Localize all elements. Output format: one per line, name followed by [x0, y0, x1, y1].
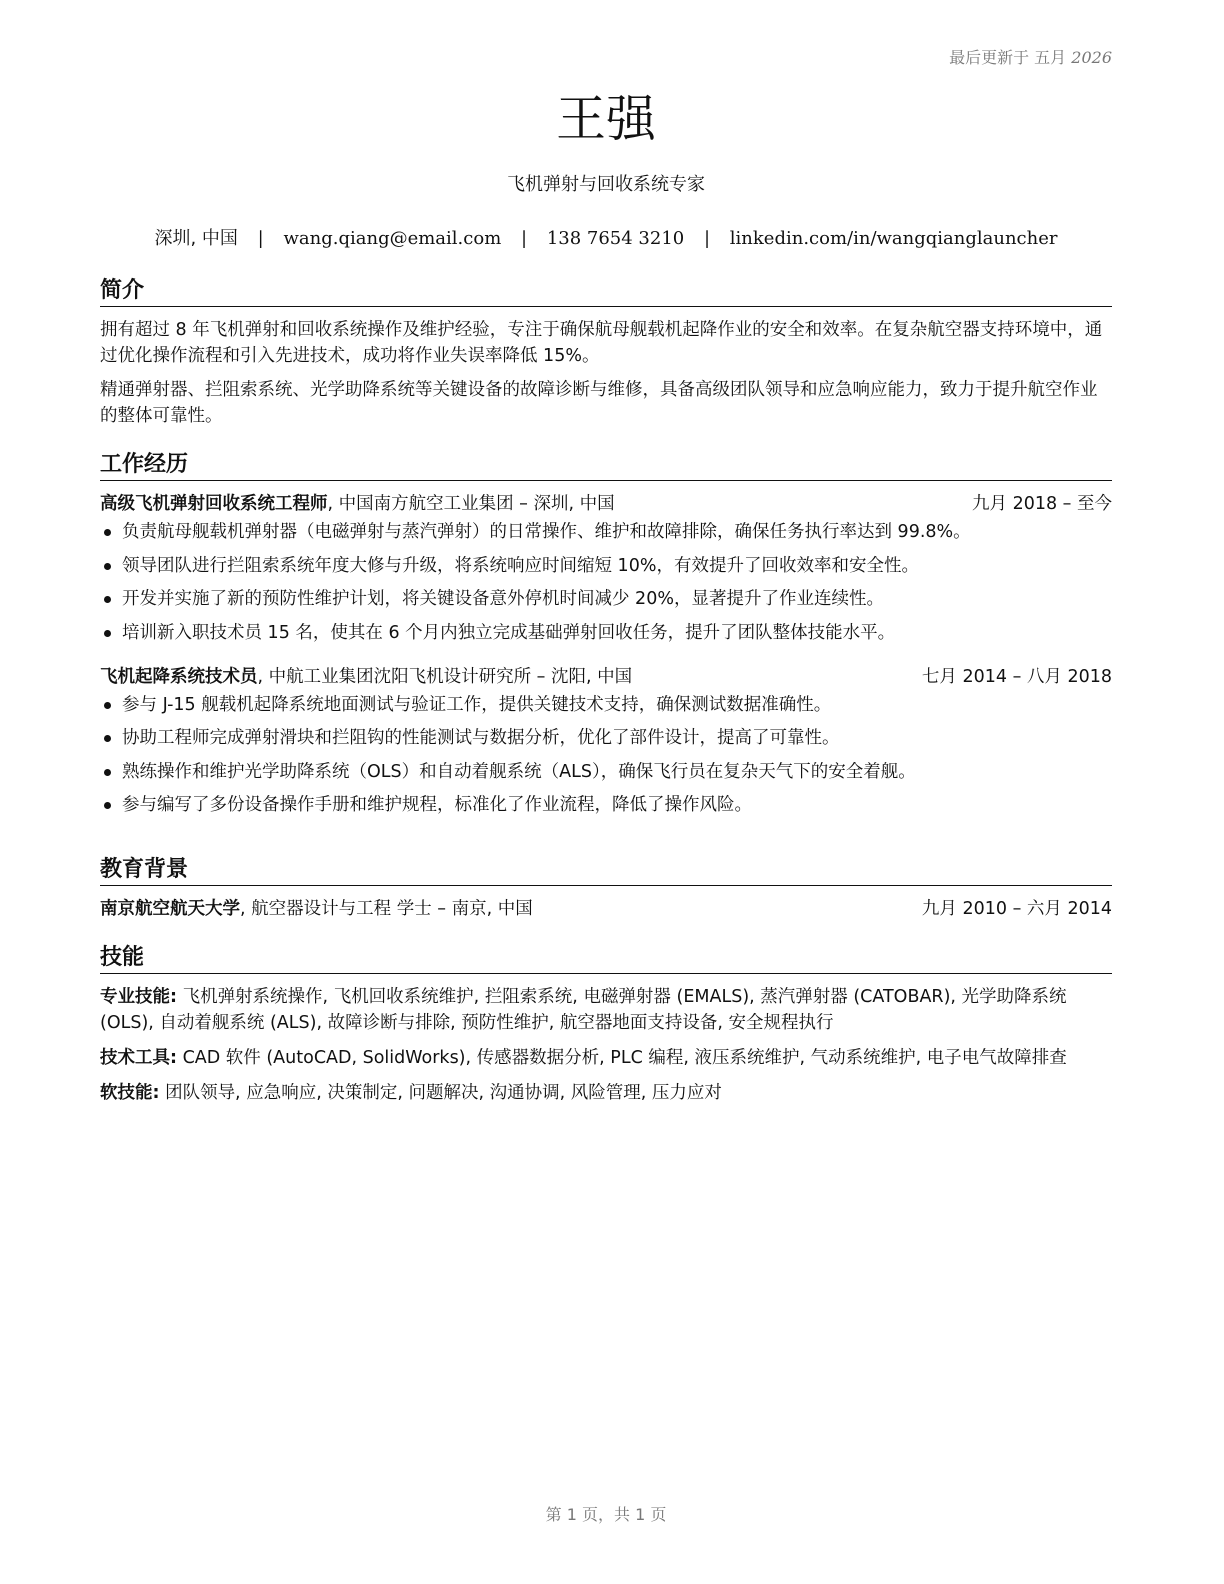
job-header: [100, 491, 1112, 517]
skills-title: 技能: [100, 945, 1112, 974]
skill-text: CAD 软件 (AutoCAD, SolidWorks), 传感器数据分析, PLC 编程, 液压系统维护, 气动系统维护, 电子电气故障排查: [177, 1048, 1067, 1068]
job-position: 高级飞机弹射回收系统工程师: [100, 494, 328, 514]
job-entry: [100, 664, 1112, 819]
contact-separator: |: [257, 228, 264, 249]
last-updated: [949, 45, 1112, 68]
job-bullet: 领导团队进行拦阻索系统年度大修与升级，将系统响应时间缩短 10%，有效提升了回收效率和安全性。: [100, 553, 1112, 579]
experience-title: 工作经历: [100, 452, 1112, 481]
skill-text: 飞机弹射系统操作, 飞机回收系统维护, 拦阻索系统, 电磁弹射器 (EMALS), 蒸汽弹射器 (CATOBAR), 光学助降系统 (OLS), 自动着舰系统 (ALS), 故障诊断与排除, 预防性维护, 航空器地面支持设备, 安全规程执行: [100, 987, 1067, 1033]
education-entry: [100, 896, 1112, 922]
skills-section: [100, 945, 1112, 1115]
job-bullet: 熟练操作和维护光学助降系统（OLS）和自动着舰系统（ALS），确保飞行员在复杂天气下的安全着舰。: [100, 759, 1112, 785]
job-dates: 七月 2014 – 八月 2018: [921, 666, 1112, 687]
summary-paragraph: 精通弹射器、拦阻索系统、光学助降系统等关键设备的故障诊断与维修，具备高级团队领导和应急响应能力，致力于提升航空作业的整体可靠性。: [100, 380, 1098, 426]
job-dates: 九月 2018 – 至今: [972, 494, 1112, 514]
education-title: 教育背景: [100, 857, 1112, 886]
job-organization: , 中航工业集团沈阳飞机设计研究所 – 沈阳, 中国: [257, 666, 633, 687]
education-section: [100, 857, 1112, 922]
contact-linkedin[interactable]: linkedin.com/in/wangqianglauncher: [729, 228, 1058, 249]
resume-page: [100, 0, 1112, 1584]
skill-line-professional: [100, 984, 1112, 1036]
job-bullet: 协助工程师完成弹射滑块和拦阻钩的性能测试与数据分析，优化了部件设计，提高了可靠性。: [100, 725, 1112, 751]
education-detail: , 航空器设计与工程 学士 – 南京, 中国: [240, 899, 533, 919]
job-title-line: [100, 664, 632, 690]
job-entry: [100, 491, 1112, 646]
skill-text: 团队领导, 应急响应, 决策制定, 问题解决, 沟通协调, 风险管理, 压力应对: [159, 1083, 722, 1103]
page-footer: 第 1 页，共 1 页: [545, 1505, 667, 1524]
job-bullet: 参与 J-15 舰载机起降系统地面测试与验证工作，提供关键技术支持，确保测试数据准确性。: [100, 692, 1112, 718]
skill-label: 专业技能:: [100, 987, 177, 1007]
skill-line-soft: [100, 1080, 1112, 1106]
contact-separator: |: [703, 228, 711, 249]
job-bullet: 培训新入职技术员 15 名，使其在 6 个月内独立完成基础弹射回收任务，提升了团队整体技能水平。: [100, 620, 1112, 646]
education-school: 南京航空航天大学: [100, 899, 240, 919]
experience-section: [100, 452, 1112, 826]
contact-separator: |: [521, 228, 528, 249]
candidate-role: 飞机弹射与回收系统专家: [507, 174, 705, 195]
contact-email[interactable]: wang.qiang@email.com: [283, 228, 502, 249]
summary-paragraph: 拥有超过 8 年飞机弹射和回收系统操作及维护经验，专注于确保航母舰载机起降作业的安全和效率。在复杂航空器支持环境中，通过优化操作流程和引入先进技术，成功将作业失误率降低 15%。: [100, 320, 1103, 366]
job-header: [100, 664, 1112, 690]
candidate-name: 王强: [556, 90, 656, 148]
skill-line-tools: [100, 1045, 1112, 1071]
job-bullet: 参与编写了多份设备操作手册和维护规程，标准化了作业流程，降低了操作风险。: [100, 792, 1112, 818]
contact-phone: 138 7654 3210: [546, 228, 685, 249]
contact-location: 深圳, 中国: [154, 228, 238, 249]
skill-label: 技术工具:: [100, 1048, 177, 1068]
job-position: 飞机起降系统技术员: [100, 666, 258, 687]
job-title-line: [100, 491, 615, 517]
job-bullets: [100, 692, 1112, 819]
job-organization: , 中国南方航空工业集团 – 深圳, 中国: [327, 494, 615, 514]
job-bullets: [100, 519, 1112, 646]
last-updated-prefix: 最后更新于 五月: [949, 48, 1067, 67]
job-bullet: 开发并实施了新的预防性维护计划，将关键设备意外停机时间减少 20%，显著提升了作业连续性。: [100, 586, 1112, 612]
summary-title: 简介: [100, 278, 1112, 307]
job-bullet: 负责航母舰载机弹射器（电磁弹射与蒸汽弹射）的日常操作、维护和故障排除，确保任务执行率达到 99.8%。: [100, 519, 1112, 545]
contact-line: [100, 224, 1112, 250]
skill-label: 软技能:: [100, 1083, 160, 1103]
education-line: [100, 896, 533, 922]
summary-section: [100, 278, 1112, 437]
education-dates: 九月 2010 – 六月 2014: [921, 899, 1112, 919]
last-updated-year: 2026: [1071, 48, 1112, 67]
